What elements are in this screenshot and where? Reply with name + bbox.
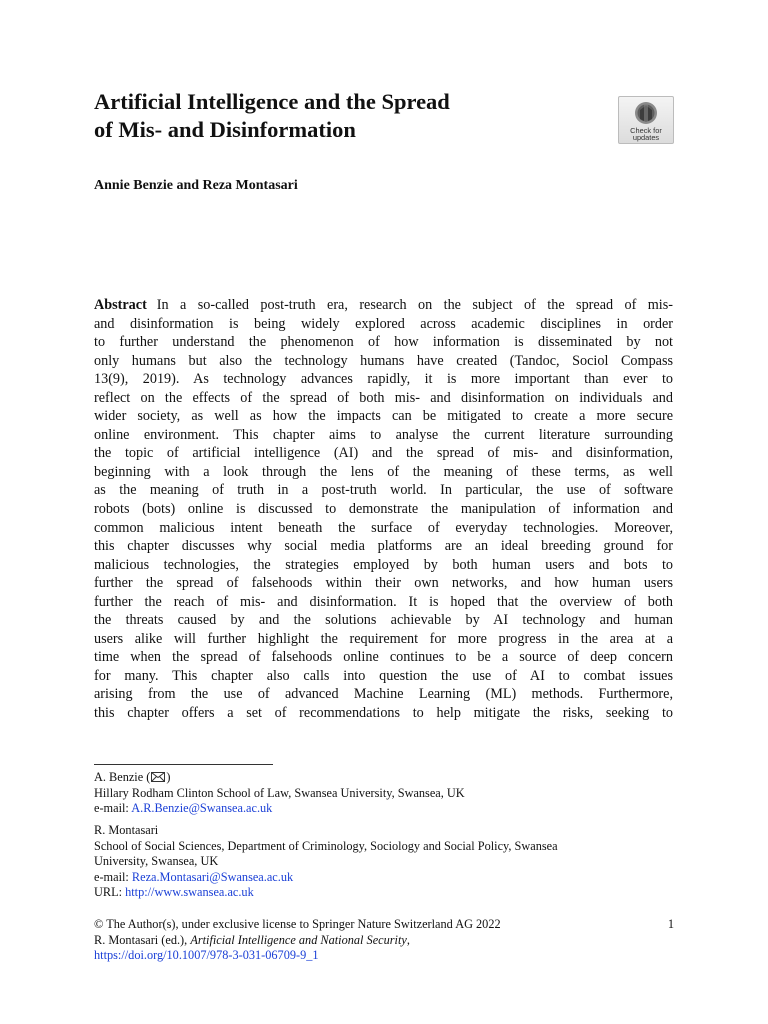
affiliation-institution: Hillary Rodham Clinton School of Law, Swansea University, Swansea, UK: [94, 785, 465, 800]
abstract-line: arising from the use of advanced Machine Learning (ML) methods. Furthermore,: [94, 686, 673, 703]
check-for-updates-icon: [634, 101, 658, 125]
abstract-line-text: In a so-called post-truth era, research on the subject of the spread of mis-: [156, 297, 673, 313]
abstract-line: to further understand the phenomenon of how information is disseminated by not: [94, 334, 673, 351]
abstract-line: further the reach of mis- and disinformation. It is hoped that the overview of both: [94, 593, 673, 610]
badge-line-2: updates: [632, 133, 660, 143]
affiliation-montasari: [94, 823, 674, 901]
abstract-line: only humans but also the technology humans have created (Tandoc, Sociol Compass: [94, 352, 673, 369]
chapter-footer: [94, 917, 674, 964]
abstract-line: as the meaning of truth in a post-truth world. In particular, the use of software: [94, 482, 673, 499]
badge-line-1: Check for: [630, 126, 662, 135]
email-link[interactable]: Reza.Montasari@Swansea.ac.uk: [131, 869, 294, 884]
email-link[interactable]: A.R.Benzie@Swansea.ac.uk: [131, 801, 273, 816]
doi-link[interactable]: https://doi.org/10.1007/978-3-031-06709-9_1: [94, 948, 319, 963]
author-name-close: ): [166, 770, 171, 784]
abstract-line: users alike will further highlight the requirement for more progress in the area at a: [94, 630, 673, 647]
abstract-line: the topic of artificial intelligence (AI) and the spread of mis- and disinformation,: [94, 445, 673, 462]
abstract-line: reflect on the effects of the spread of both mis- and disinformation on individuals and: [94, 389, 673, 406]
doi-line: [94, 948, 674, 964]
abstract-line: beginning with a look through the lens of the meaning of these terms, as well: [94, 463, 673, 480]
email-label: e-mail:: [94, 801, 132, 816]
abstract-line: common malicious intent beneath the surface of everyday technologies. Moreover,: [94, 519, 673, 536]
affiliation-institution-line-2: University, Swansea, UK: [94, 854, 219, 869]
abstract-label: Abstract: [94, 297, 147, 313]
chapter-title-line-2: of Mis- and Disinformation: [94, 117, 356, 142]
check-for-updates-badge[interactable]: [618, 96, 674, 144]
abstract-line: malicious technologies, the strategies employed by both human users and bots to: [94, 556, 673, 573]
book-title: Artificial Intelligence and National Security: [190, 932, 407, 947]
abstract-line: this chapter offers a set of recommendations to help mitigate the risks, seeking to: [94, 705, 673, 722]
editor-text: R. Montasari (ed.),: [94, 932, 191, 947]
abstract-line: this chapter discusses why social media platforms are an ideal breeding ground for: [94, 538, 673, 555]
author-name: A. Benzie (: [94, 770, 151, 784]
affiliation-name: [94, 770, 674, 786]
citation-line: [94, 933, 674, 949]
footnote-divider: [94, 764, 273, 765]
book-title-suffix: ,: [406, 932, 410, 947]
email-label: e-mail:: [94, 869, 132, 884]
url-label: URL:: [94, 885, 126, 900]
envelope-icon[interactable]: [151, 772, 165, 782]
abstract-line: 13(9), 2019). As technology advances rapidly, it is more important than ever to: [94, 371, 673, 388]
chapter-title-line-1: Artificial Intelligence and the Spread: [94, 89, 450, 114]
abstract: [94, 296, 673, 723]
abstract-line: for many. This chapter also calls into question the use of AI to combat issues: [94, 667, 673, 684]
copyright-text: © The Author(s), under exclusive license to Springer Nature Switzerland AG 2022: [94, 917, 501, 931]
affiliation-institution-line-1: School of Social Sciences, Department of Criminology, Sociology and Social Policy, Swansea: [94, 838, 558, 853]
abstract-line: [94, 296, 673, 315]
abstract-line: time when the spread of falsehoods online continues to be a source of deep concern: [94, 649, 673, 666]
abstract-line: online environment. This chapter aims to analyse the current literature surrounding: [94, 426, 673, 443]
abstract-line: and disinformation is being widely explored across academic disciplines in order: [94, 315, 673, 332]
copyright-line: [94, 917, 674, 933]
affiliation-email-row: [94, 801, 674, 817]
abstract-line: wider society, as well as how the impacts can be mitigated to create a more secure: [94, 408, 673, 425]
abstract-line: further the spread of falsehoods within their own networks, and how human users: [94, 575, 673, 592]
affiliation-url-row: [94, 885, 674, 901]
check-for-updates-label: [630, 127, 662, 142]
affiliation-email-row: [94, 870, 674, 886]
authors: Annie Benzie and Reza Montasari: [94, 178, 298, 193]
affiliation-name: R. Montasari: [94, 823, 159, 837]
url-link[interactable]: http://www.swansea.ac.uk: [125, 885, 254, 900]
page-number: 1: [667, 917, 674, 931]
chapter-title: [94, 88, 594, 144]
abstract-line: the threats caused by and the solutions achievable by AI technology and human: [94, 612, 673, 629]
affiliation-benzie: [94, 770, 674, 817]
abstract-line: robots (bots) online is discussed to demonstrate the manipulation of information and: [94, 501, 673, 518]
